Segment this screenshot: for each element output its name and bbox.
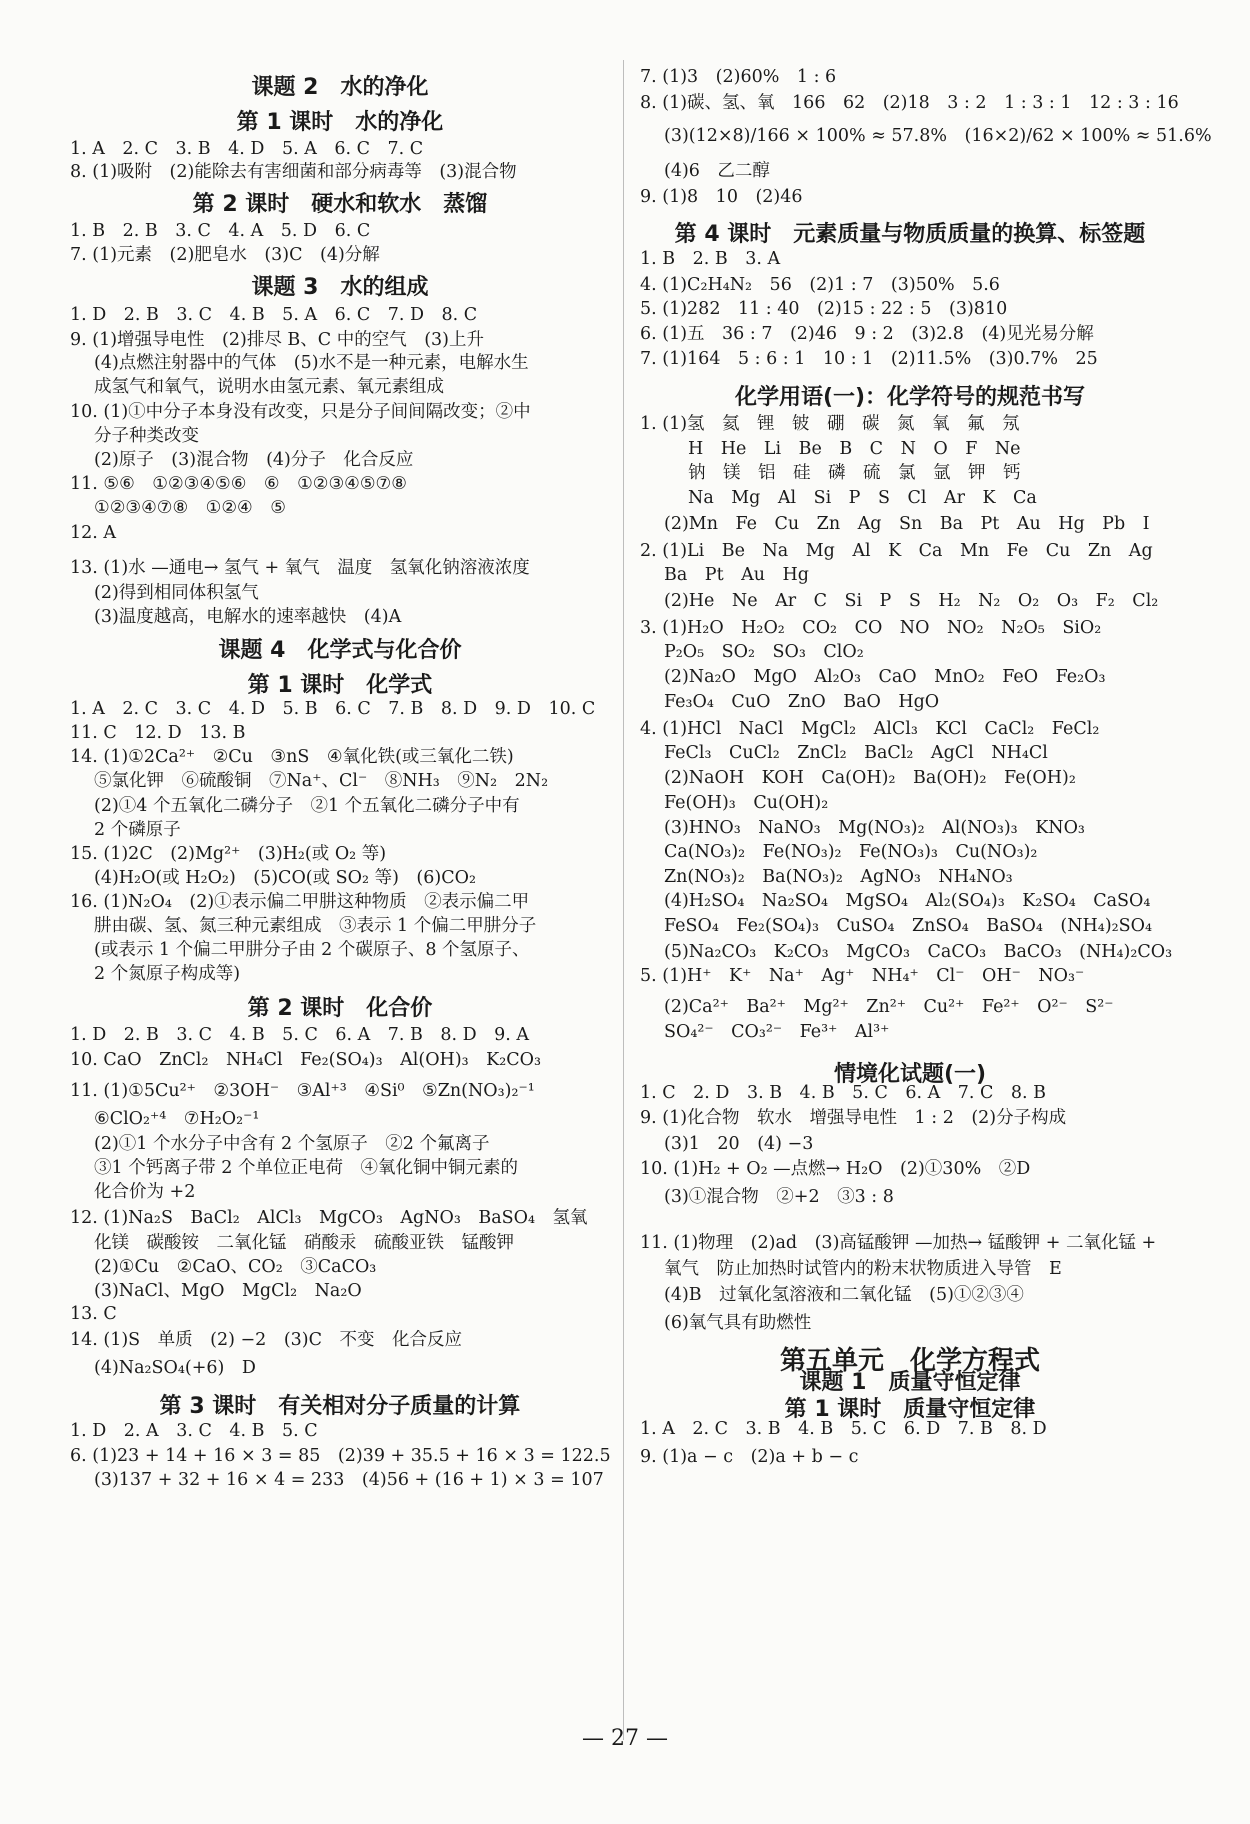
- answer-line: 1. C 2. D 3. B 4. B 5. C 6. A 7. C 8. B: [640, 1083, 1046, 1103]
- section-heading: 课题 2 水的净化: [251, 75, 429, 100]
- answer-line: ①②③④⑦⑧ ①②④ ⑤: [94, 498, 286, 518]
- answer-line: (3)(12×8)/166 × 100% ≈ 57.8% (16×2)/62 × 100% ≈ 51.6%: [664, 126, 1212, 146]
- answer-line: Na Mg Al Si P S Cl Ar K Ca: [688, 488, 1037, 508]
- answer-line: Ba Pt Au Hg: [664, 565, 809, 585]
- answer-line: 10. (1)①中分子本身没有改变，只是分子间间隔改变；②中: [70, 402, 531, 422]
- answer-line: (5)Na₂CO₃ K₂CO₃ MgCO₃ CaCO₃ BaCO₃ (NH₄)₂CO₃: [664, 942, 1173, 962]
- answer-line: (4)H₂O(或 H₂O₂) (5)CO(或 SO₂ 等) (6)CO₂: [94, 868, 476, 888]
- column-divider: [623, 60, 624, 1740]
- answer-line: (3)①混合物 ②+2 ③3 : 8: [664, 1187, 894, 1207]
- section-heading: 第 1 课时 水的净化: [236, 110, 444, 135]
- answer-line: (4)H₂SO₄ Na₂SO₄ MgSO₄ Al₂(SO₄)₃ K₂SO₄ CaSO₄: [664, 891, 1151, 911]
- answer-line: (6)氧气具有助燃性: [664, 1313, 812, 1333]
- section-heading: 课题 4 化学式与化合价: [218, 638, 462, 663]
- answer-line: (4)Na₂SO₄(+6) D: [94, 1358, 256, 1378]
- answer-line: 9. (1)化合物 软水 增强导电性 1 : 2 (2)分子构成: [640, 1108, 1067, 1128]
- answer-line: 9. (1)增强导电性 (2)排尽 B、C 中的空气 (3)上升: [70, 330, 485, 350]
- section-heading: 第 4 课时 元素质量与物质质量的换算、标签题: [674, 222, 1146, 247]
- answer-line: (2)①1 个水分子中含有 2 个氢原子 ②2 个氟离子: [94, 1134, 490, 1154]
- answer-line: (2)He Ne Ar C Si P S H₂ N₂ O₂ O₃ F₂ Cl₂: [664, 591, 1159, 611]
- answer-line: 14. (1)①2Ca²⁺ ②Cu ③nS ④氧化铁(或三氧化二铁): [70, 747, 514, 767]
- section-heading: 课题 3 水的组成: [251, 275, 429, 300]
- answer-line: 11. ⑤⑥ ①②③④⑤⑥ ⑥ ①②③④⑤⑦⑧: [70, 474, 407, 494]
- answer-line: 1. A 2. C 3. B 4. B 5. C 6. D 7. B 8. D: [640, 1419, 1047, 1439]
- answer-line: 9. (1)8 10 (2)46: [640, 187, 803, 207]
- answer-line: 7. (1)164 5 : 6 : 1 10 : 1 (2)11.5% (3)0.7% 25: [640, 349, 1098, 369]
- answer-line: (2)①4 个五氧化二磷分子 ②1 个五氧化二磷分子中有: [94, 796, 520, 816]
- answer-line: 分子种类改变: [94, 426, 199, 446]
- answer-line: SO₄²⁻ CO₃²⁻ Fe³⁺ Al³⁺: [664, 1022, 890, 1042]
- section-heading: 第 1 课时 化学式: [247, 673, 433, 698]
- answer-line: 3. (1)H₂O H₂O₂ CO₂ CO NO NO₂ N₂O₅ SiO₂: [640, 618, 1102, 638]
- answer-line: 6. (1)五 36 : 7 (2)46 9 : 2 (3)2.8 (4)见光易分解: [640, 324, 1094, 344]
- answer-line: (4)B 过氧化氢溶液和二氧化锰 (5)①②③④: [664, 1285, 1024, 1305]
- answer-line: 4. (1)C₂H₄N₂ 56 (2)1 : 7 (3)50% 5.6: [640, 275, 1000, 295]
- answer-line: (2)①Cu ②CaO、CO₂ ③CaCO₃: [94, 1257, 377, 1277]
- answer-line: 化镁 碳酸铵 二氧化锰 硝酸汞 硫酸亚铁 锰酸钾: [94, 1233, 514, 1253]
- answer-line: 1. D 2. A 3. C 4. B 5. C: [70, 1421, 318, 1441]
- answer-line: 11. (1)①5Cu²⁺ ②3OH⁻ ③Al⁺³ ④Si⁰ ⑤Zn(NO₃)₂⁻¹: [70, 1081, 535, 1101]
- answer-line: 6. (1)23 + 14 + 16 × 3 = 85 (2)39 + 35.5 + 16 × 3 = 122.5: [70, 1446, 611, 1466]
- answer-line: Fe₃O₄ CuO ZnO BaO HgO: [664, 692, 940, 712]
- section-heading: 情境化试题(一): [833, 1062, 987, 1087]
- answer-line: (2)NaOH KOH Ca(OH)₂ Ba(OH)₂ Fe(OH)₂: [664, 768, 1076, 788]
- answer-line: ⑥ClO₂⁺⁴ ⑦H₂O₂⁻¹: [94, 1109, 260, 1129]
- section-heading: 课题 1 质量守恒定律: [799, 1370, 1021, 1395]
- section-heading: 第五单元 化学方程式: [779, 1346, 1040, 1376]
- answer-line: (2)原子 (3)混合物 (4)分子 化合反应: [94, 450, 414, 470]
- answer-line: 11. C 12. D 13. B: [70, 723, 246, 743]
- section-heading: 第 2 课时 硬水和软水 蒸馏: [192, 192, 488, 217]
- answer-line: 化合价为 +2: [94, 1182, 196, 1202]
- answer-line: Ca(NO₃)₂ Fe(NO₃)₂ Fe(NO₃)₃ Cu(NO₃)₂: [664, 842, 1038, 862]
- answer-line: 钠 镁 铝 硅 磷 硫 氯 氩 钾 钙: [688, 463, 1021, 483]
- answer-line: 成氢气和氧气，说明水由氢元素、氧元素组成: [94, 377, 444, 397]
- answer-line: (2)Mn Fe Cu Zn Ag Sn Ba Pt Au Hg Pb I: [664, 514, 1150, 534]
- answer-line: 12. A: [70, 523, 117, 543]
- answer-line: (3)NaCl、MgO MgCl₂ Na₂O: [94, 1281, 362, 1301]
- answer-line: FeSO₄ Fe₂(SO₄)₃ CuSO₄ ZnSO₄ BaSO₄ (NH₄)₂SO₄: [664, 916, 1153, 936]
- answer-line: 1. (1)氢 氦 锂 铍 硼 碳 氮 氧 氟 氖: [640, 414, 1020, 434]
- answer-line: Fe(OH)₃ Cu(OH)₂: [664, 793, 829, 813]
- answer-line: 2. (1)Li Be Na Mg Al K Ca Mn Fe Cu Zn Ag: [640, 541, 1153, 561]
- answer-line: 10. CaO ZnCl₂ NH₄Cl Fe₂(SO₄)₃ Al(OH)₃ K₂CO₃: [70, 1050, 542, 1070]
- answer-line: 14. (1)S 单质 (2) −2 (3)C 不变 化合反应: [70, 1330, 462, 1350]
- answer-line: (2)Na₂O MgO Al₂O₃ CaO MnO₂ FeO Fe₂O₃: [664, 667, 1106, 687]
- answer-line: 13. C: [70, 1304, 117, 1324]
- answer-line: (4)点燃注射器中的气体 (5)水不是一种元素，电解水生: [94, 353, 529, 373]
- answer-line: 11. (1)物理 (2)ad (3)高锰酸钾 —加热→ 锰酸钾 + 二氧化锰 +: [640, 1233, 1157, 1253]
- page-number: — 27 —: [582, 1726, 668, 1751]
- answer-line: 2 个氮原子构成等): [94, 964, 241, 984]
- answer-line: 8. (1)碳、氢、氧 166 62 (2)18 3 : 2 1 : 3 : 1 12 : 3 : 16: [640, 93, 1179, 113]
- answer-line: (3)HNO₃ NaNO₃ Mg(NO₃)₂ Al(NO₃)₃ KNO₃: [664, 818, 1085, 838]
- answer-line: 肼由碳、氢、氮三种元素组成 ③表示 1 个偏二甲肼分子: [94, 916, 537, 936]
- answer-line: P₂O₅ SO₂ SO₃ ClO₂: [664, 642, 864, 662]
- answer-line: FeCl₃ CuCl₂ ZnCl₂ BaCl₂ AgCl NH₄Cl: [664, 743, 1048, 763]
- answer-line: 9. (1)a − c (2)a + b − c: [640, 1447, 859, 1467]
- answer-line: 氧气 防止加热时试管内的粉末状物质进入导管 E: [664, 1259, 1062, 1279]
- answer-line: 15. (1)2C (2)Mg²⁺ (3)H₂(或 O₂ 等): [70, 844, 387, 864]
- answer-line: 7. (1)元素 (2)肥皂水 (3)C (4)分解: [70, 245, 380, 265]
- answer-line: 5. (1)H⁺ K⁺ Na⁺ Ag⁺ NH₄⁺ Cl⁻ OH⁻ NO₃⁻: [640, 966, 1085, 986]
- answer-line: ③1 个钙离子带 2 个单位正电荷 ④氧化铜中铜元素的: [94, 1158, 518, 1178]
- answer-line: 1. A 2. C 3. B 4. D 5. A 6. C 7. C: [70, 139, 424, 159]
- answer-line: 10. (1)H₂ + O₂ —点燃→ H₂O (2)①30% ②D: [640, 1159, 1031, 1179]
- answer-line: 13. (1)水 —通电→ 氢气 + 氧气 温度 氢氧化钠溶液浓度: [70, 558, 530, 578]
- answer-line: (3)137 + 32 + 16 × 4 = 233 (4)56 + (16 + 1) × 3 = 107: [94, 1470, 604, 1490]
- answer-line: 16. (1)N₂O₄ (2)①表示偏二甲肼这种物质 ②表示偏二甲: [70, 892, 530, 912]
- answer-line: H He Li Be B C N O F Ne: [688, 439, 1021, 459]
- answer-line: 1. B 2. B 3. A: [640, 249, 781, 269]
- answer-line: (3)温度越高，电解水的速率越快 (4)A: [94, 607, 402, 627]
- answer-line: (或表示 1 个偏二甲肼分子由 2 个碳原子、8 个氢原子、: [94, 940, 530, 960]
- answer-line: ⑤氯化钾 ⑥硫酸铜 ⑦Na⁺、Cl⁻ ⑧NH₃ ⑨N₂ 2N₂: [94, 771, 549, 791]
- answer-line: (2)得到相同体积氢气: [94, 583, 259, 603]
- answer-line: 1. D 2. B 3. C 4. B 5. C 6. A 7. B 8. D 9. A: [70, 1025, 530, 1045]
- answer-line: 1. A 2. C 3. C 4. D 5. B 6. C 7. B 8. D 9. D 10. C: [70, 699, 596, 719]
- answer-line: 1. B 2. B 3. C 4. A 5. D 6. C: [70, 221, 371, 241]
- answer-line: 8. (1)吸附 (2)能除去有害细菌和部分病毒等 (3)混合物: [70, 162, 517, 182]
- answer-line: 1. D 2. B 3. C 4. B 5. A 6. C 7. D 8. C: [70, 305, 478, 325]
- section-heading: 化学用语(一)：化学符号的规范书写: [734, 385, 1086, 410]
- answer-line: (2)Ca²⁺ Ba²⁺ Mg²⁺ Zn²⁺ Cu²⁺ Fe²⁺ O²⁻ S²⁻: [664, 997, 1114, 1017]
- answer-line: 12. (1)Na₂S BaCl₂ AlCl₃ MgCO₃ AgNO₃ BaSO₄ 氢氧: [70, 1208, 588, 1228]
- section-heading: 第 3 课时 有关相对分子质量的计算: [159, 1394, 521, 1419]
- answer-line: (4)6 乙二醇: [664, 161, 770, 181]
- answer-line: Zn(NO₃)₂ Ba(NO₃)₂ AgNO₃ NH₄NO₃: [664, 867, 1013, 887]
- section-heading: 第 1 课时 质量守恒定律: [784, 1397, 1036, 1422]
- section-heading: 第 2 课时 化合价: [247, 996, 433, 1021]
- answer-line: 5. (1)282 11 : 40 (2)15 : 22 : 5 (3)810: [640, 299, 1008, 319]
- answer-line: 4. (1)HCl NaCl MgCl₂ AlCl₃ KCl CaCl₂ FeCl₂: [640, 719, 1100, 739]
- answer-line: 7. (1)3 (2)60% 1 : 6: [640, 67, 837, 87]
- answer-line: (3)1 20 (4) −3: [664, 1134, 814, 1154]
- answer-line: 2 个磷原子: [94, 820, 181, 840]
